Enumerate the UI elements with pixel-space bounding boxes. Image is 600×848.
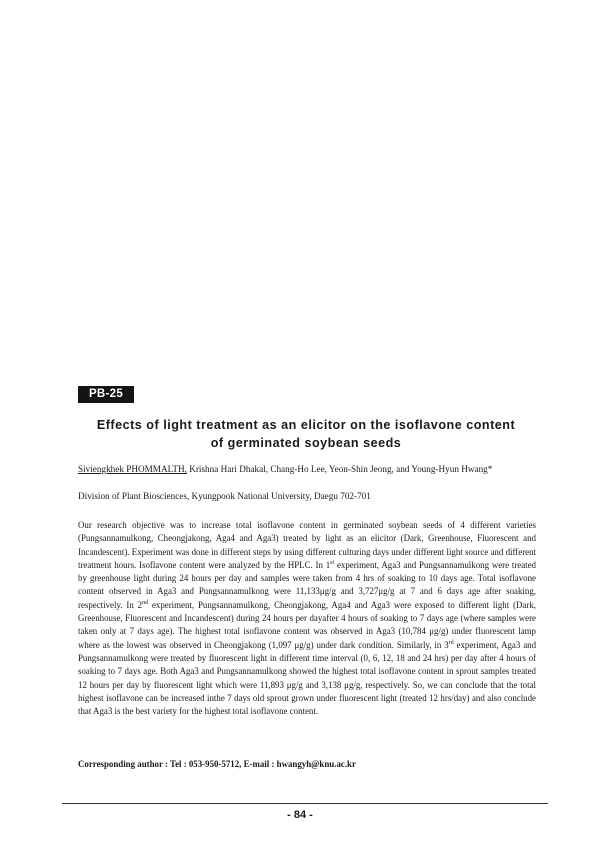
page-number: - 84 - <box>287 809 313 821</box>
abstract-part-1: Our research objective was to increase total isoflavone content in germinated soybean seeds of 4 different varieties (Pungsannamulkong, Cheongjakong, Aga4 and Aga3) treated by light as an elicitor (Dark, Greenhouse, Fluorescent and Incandescent). Experiment was done in different steps by using different culturing days under different light source and different treatment hours. Isoflavone content were analyzed by the HPLC. In 1 <box>78 520 536 570</box>
footer-divider <box>62 803 548 804</box>
superscript-rd: rd <box>448 639 454 646</box>
paper-title <box>60 416 552 452</box>
superscript-nd: nd <box>142 599 149 606</box>
poster-id-badge: PB-25 <box>78 386 134 403</box>
title-line-1: Effects of light treatment as an elicitor on the isoflavone content <box>96 418 516 432</box>
abstract-part-3: experiment, Pungsannamulkong, Cheongjakong, Aga4 and Aga3 were exposed to different light (Dark, Greenhouse, Fluorescent and Incandescent) during 24 hours per dayafter 4 hours of soaking to 7 days age (where samples were taken only at 7 days age). The highest total isoflavone content was observed in Aga3 (10,784 μg/g) under fluorescent lamp where as the lowest was observed in Cheongjakong (1,097 μg/g) under dark condition. Similarly, in 3 <box>78 599 536 650</box>
author-list <box>78 463 538 475</box>
abstract-part-4: experiment, Aga3 and Pungsannamulkong were treated by fluorescent light in different time interval (0, 6, 12, 18 and 24 hrs) per day after 4 hours of soaking to 7 days age. Both Aga3 and Pungsannamulkong showed the highest total isoflavone content in sprout samples treated 12 hours per day by fluorescent light which were 11,893 μg/g and 3,138 μg/g, respectively. So, we can conclude that the total highest isoflavone can be increased inthe 7 days old sprout grown under fluorescent light (treated 12 hrs/day) and also conclude that Aga3 is the best variety for the highest total isoflavone content. <box>78 639 537 717</box>
abstract-part-2: experiment, Aga3 and Pungsannamulkong were treated by greenhouse light during 24 hours per day and samples were taken from 4 hrs of soaking to 10 days age. Total isoflavone content observed in Aga3 and Pungsannamulkong were 11,133μg/g and 3,727μg/g at 7 and 6 days age after soaking, respectively. In 2 <box>78 559 536 610</box>
superscript-st: st <box>330 559 335 566</box>
co-authors: Krishna Hari Dhakal, Chang-Ho Lee, Yeon-Shin Jeong, and Young-Hyun Hwang* <box>186 464 493 474</box>
title-line-2: of germinated soybean seeds <box>210 436 402 450</box>
abstract-body <box>78 519 536 718</box>
corresponding-author: Corresponding author : Tel : 053-950-5712, E-mail : hwangyh@knu.ac.kr <box>78 759 356 769</box>
affiliation: Division of Plant Biosciences, Kyungpook National University, Daegu 702-701 <box>78 491 371 501</box>
first-author: Siviengkhek PHOMMALTH, <box>78 464 187 474</box>
